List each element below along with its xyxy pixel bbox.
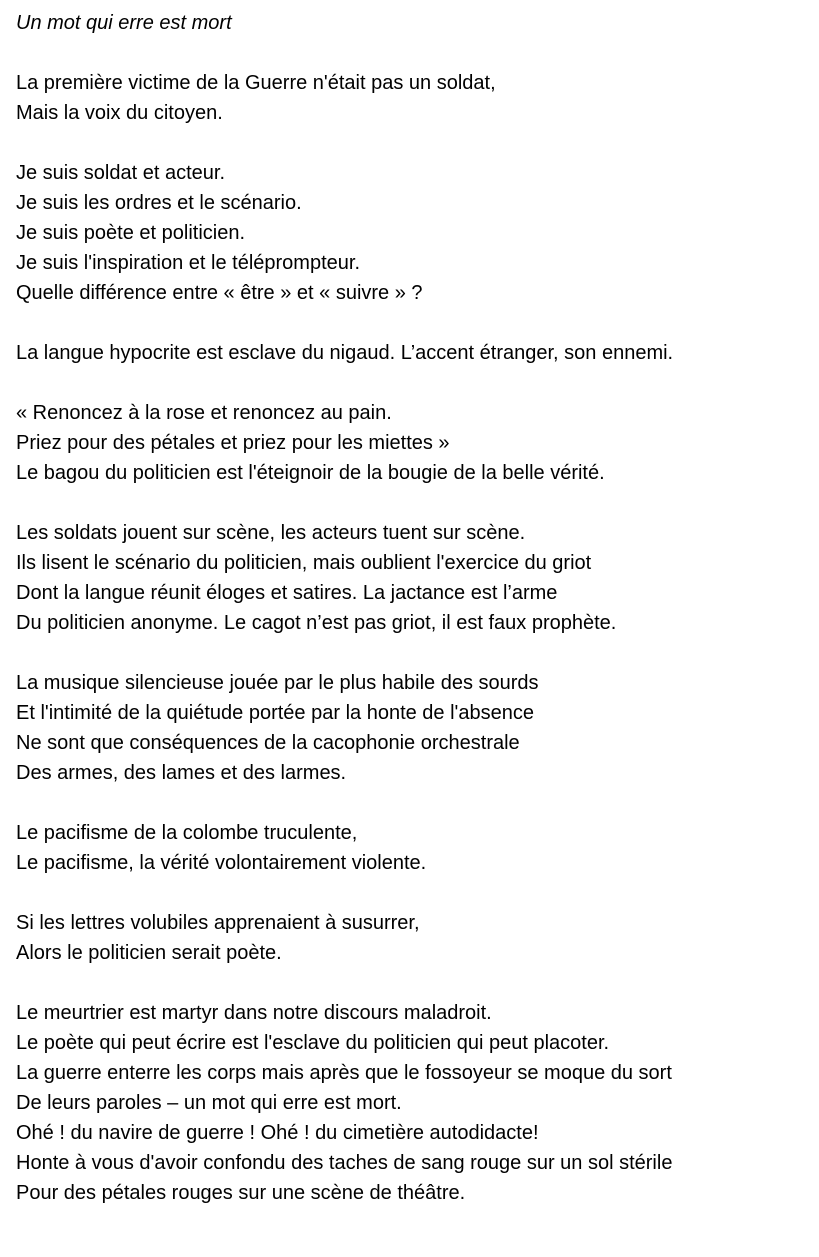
poem-document: [16, 8, 811, 1208]
poem-line: La première victime de la Guerre n'était pas un soldat,: [16, 72, 496, 94]
stanza: [16, 398, 811, 488]
poem-line: Si les lettres volubiles apprenaient à susurrer,: [16, 912, 420, 934]
stanza: [16, 68, 811, 128]
stanza: [16, 908, 811, 968]
stanza: [16, 998, 811, 1208]
poem-line: Je suis soldat et acteur.: [16, 162, 226, 184]
poem-line: Le bagou du politicien est l'éteignoir de la bougie de la belle vérité.: [16, 462, 605, 484]
poem-line: Mais la voix du citoyen.: [16, 102, 223, 124]
stanza: [16, 338, 811, 368]
poem-line: Ne sont que conséquences de la cacophonie orchestrale: [16, 732, 520, 754]
poem-line: Le poète qui peut écrire est l'esclave du politicien qui peut placoter.: [16, 1032, 610, 1054]
stanza: [16, 668, 811, 788]
poem-line: Quelle différence entre « être » et « suivre » ?: [16, 282, 423, 304]
poem-line: « Renoncez à la rose et renoncez au pain.: [16, 402, 392, 424]
poem-line: Honte à vous d'avoir confondu des taches de sang rouge sur un sol stérile: [16, 1152, 673, 1174]
poem-line: De leurs paroles – un mot qui erre est mort.: [16, 1092, 402, 1114]
stanza: [16, 518, 811, 638]
stanza: [16, 818, 811, 878]
poem-line: Dont la langue réunit éloges et satires. La jactance est l’arme: [16, 582, 558, 604]
poem-line: Le meurtrier est martyr dans notre discours maladroit.: [16, 1002, 492, 1024]
poem-line: Ils lisent le scénario du politicien, mais oublient l'exercice du griot: [16, 552, 592, 574]
poem-line: La guerre enterre les corps mais après que le fossoyeur se moque du sort: [16, 1062, 672, 1084]
poem-line: Le pacifisme, la vérité volontairement violente.: [16, 852, 427, 874]
poem-line: Des armes, des lames et des larmes.: [16, 762, 347, 784]
poem-line: Je suis poète et politicien.: [16, 222, 246, 244]
poem-line: Pour des pétales rouges sur une scène de théâtre.: [16, 1182, 466, 1204]
poem-line: Je suis les ordres et le scénario.: [16, 192, 302, 214]
poem-line: Le pacifisme de la colombe truculente,: [16, 822, 358, 844]
poem-line: Les soldats jouent sur scène, les acteurs tuent sur scène.: [16, 522, 526, 544]
poem-line: Je suis l'inspiration et le téléprompteur.: [16, 252, 360, 274]
poem-line: Du politicien anonyme. Le cagot n’est pas griot, il est faux prophète.: [16, 612, 617, 634]
stanza: [16, 158, 811, 308]
poem-line: La musique silencieuse jouée par le plus habile des sourds: [16, 672, 539, 694]
poem-line: Priez pour des pétales et priez pour les miettes »: [16, 432, 450, 454]
poem-line: Alors le politicien serait poète.: [16, 942, 282, 964]
poem-line: La langue hypocrite est esclave du nigaud. L’accent étranger, son ennemi.: [16, 342, 674, 364]
poem-line: Et l'intimité de la quiétude portée par la honte de l'absence: [16, 702, 534, 724]
poem-body: [16, 68, 811, 1208]
poem-title: Un mot qui erre est mort: [16, 12, 232, 34]
poem-line: Ohé ! du navire de guerre ! Ohé ! du cimetière autodidacte!: [16, 1122, 539, 1144]
